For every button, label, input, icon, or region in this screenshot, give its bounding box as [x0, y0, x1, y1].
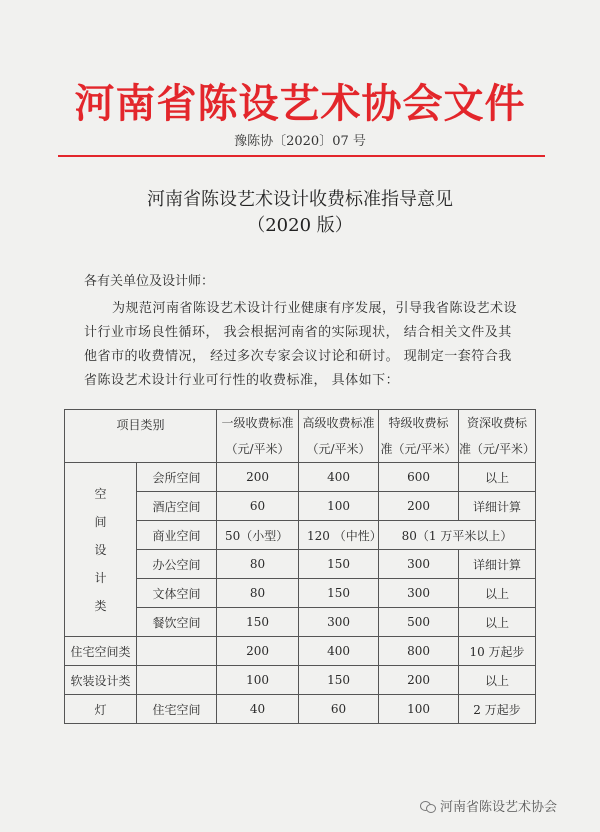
cell-expert: 详细计算 — [459, 550, 536, 579]
row-name: 文体空间 — [137, 579, 217, 608]
watermark — [420, 796, 557, 815]
row-name: 软装设计类 — [65, 666, 137, 695]
header-premium: 特级收费标 准（元/平米） — [379, 410, 459, 463]
cell-senior: 120 （中性） — [299, 521, 379, 550]
greeting: 各有关单位及设计师： — [84, 274, 215, 289]
header-expert: 资深收费标 准（元/平米） — [459, 410, 536, 463]
cell-level-1: 200 — [217, 637, 299, 666]
table-header-row — [65, 410, 536, 463]
body-line-4: 省陈设艺术设计行业可行性的收费标准， 具体如下： — [84, 373, 400, 388]
cell-senior: 400 — [299, 463, 379, 492]
body-line-2: 计行业市场良性循环， 我会根据河南省的实际现状， 结合相关文件及其 — [84, 325, 512, 340]
cell-premium: 800 — [379, 637, 459, 666]
table-row — [65, 666, 536, 695]
title-line-1: 河南省陈设艺术设计收费标准指导意见 — [147, 189, 453, 210]
row-name: 餐饮空间 — [137, 608, 217, 637]
body-line-1: 为规范河南省陈设艺术设计行业健康有序发展，引导我省陈设艺术设 — [112, 301, 518, 316]
cell-premium: 500 — [379, 608, 459, 637]
row-name: 住宅空间类 — [65, 637, 137, 666]
cell-level-1: 50（小型） — [217, 521, 299, 550]
table-row — [65, 695, 536, 724]
watermark-text: 河南省陈设艺术协会 — [440, 800, 558, 815]
cell-senior: 60 — [299, 695, 379, 724]
cell-senior: 400 — [299, 637, 379, 666]
row-subname: 住宅空间 — [137, 695, 217, 724]
wechat-icon — [420, 800, 436, 812]
header-item-category: 项目类别 — [65, 410, 217, 463]
org-header-title: 河南省陈设艺术协会文件 — [74, 81, 526, 127]
row-name: 灯 — [65, 695, 137, 724]
header-senior: 高级收费标准 （元/平米） — [299, 410, 379, 463]
cell-premium: 200 — [379, 666, 459, 695]
cell-level-1: 60 — [217, 492, 299, 521]
red-divider — [58, 155, 545, 157]
header-level-1: 一级收费标准 （元/平米） — [217, 410, 299, 463]
cell-level-1: 40 — [217, 695, 299, 724]
cell-premium: 300 — [379, 579, 459, 608]
cell-expert: 详细计算 — [459, 492, 536, 521]
row-name: 办公空间 — [137, 550, 217, 579]
cell-expert: 以上 — [459, 579, 536, 608]
row-name: 商业空间 — [137, 521, 217, 550]
document-number: 豫陈协〔2020〕07 号 — [234, 134, 366, 149]
cell-expert: 以上 — [459, 608, 536, 637]
body-line-3: 他省市的收费情况， 经过多次专家会议讨论和研讨。 现制定一套符合我 — [84, 349, 512, 364]
cell-senior: 150 — [299, 579, 379, 608]
cell-senior: 150 — [299, 666, 379, 695]
body-paragraph — [84, 297, 524, 393]
title-line-2: （2020 版） — [247, 215, 353, 236]
empty-cell — [137, 666, 217, 695]
cell-premium: 300 — [379, 550, 459, 579]
table-row — [65, 637, 536, 666]
table-row — [65, 463, 536, 492]
empty-cell — [137, 637, 217, 666]
cell-merged: 80（1 万平米以上） — [379, 521, 536, 550]
cell-level-1: 80 — [217, 550, 299, 579]
cell-premium: 200 — [379, 492, 459, 521]
cell-level-1: 100 — [217, 666, 299, 695]
cell-senior: 300 — [299, 608, 379, 637]
space-design-category: 空 间 设 计 类 — [65, 463, 137, 637]
cell-senior: 150 — [299, 550, 379, 579]
cell-expert: 10 万起步 — [459, 637, 536, 666]
cell-expert: 2 万起步 — [459, 695, 536, 724]
cell-level-1: 150 — [217, 608, 299, 637]
cell-premium: 100 — [379, 695, 459, 724]
cell-expert: 以上 — [459, 666, 536, 695]
cell-premium: 600 — [379, 463, 459, 492]
cell-senior: 100 — [299, 492, 379, 521]
cell-expert: 以上 — [459, 463, 536, 492]
fee-standard-table — [64, 409, 536, 724]
cell-level-1: 200 — [217, 463, 299, 492]
row-name: 会所空间 — [137, 463, 217, 492]
row-name: 酒店空间 — [137, 492, 217, 521]
document-title — [0, 187, 600, 239]
cell-level-1: 80 — [217, 579, 299, 608]
